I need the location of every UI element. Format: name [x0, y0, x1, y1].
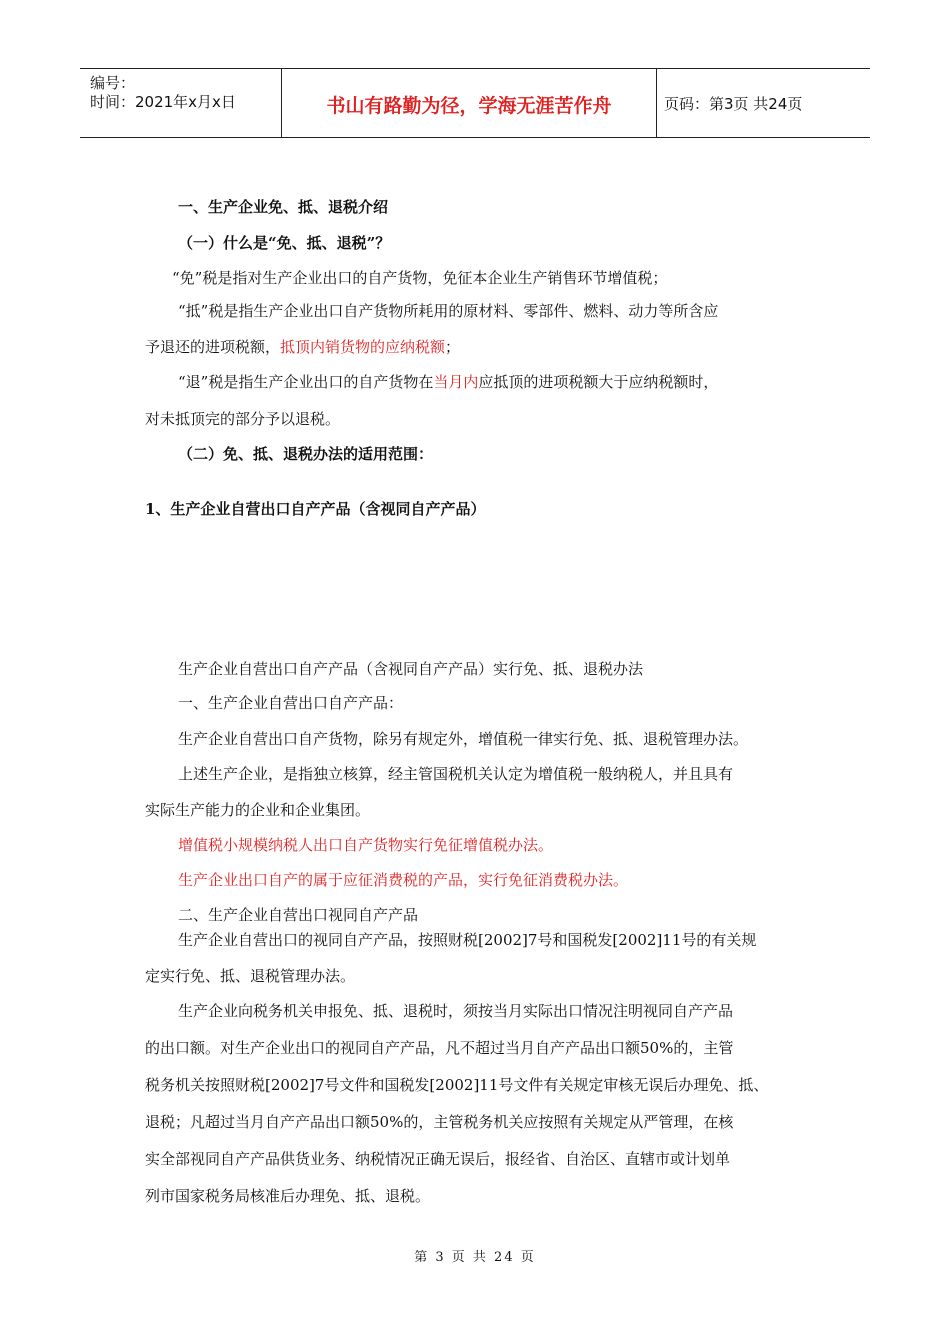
- subsection-heading-2: （二）免、抵、退税办法的适用范围：: [178, 445, 434, 463]
- definition-tui-highlight: 当月内: [433, 373, 479, 391]
- page-header: [80, 68, 870, 138]
- header-motto: 书山有路勤为径，学海无涯苦作舟: [326, 95, 612, 117]
- highlight-note-1: 增值税小规模纳税人出口自产货物实行免征增值税办法。: [178, 836, 554, 854]
- header-right-cell: [656, 69, 870, 137]
- part2-line2: 定实行免、抵、退税管理办法。: [145, 967, 356, 985]
- header-middle-cell: [281, 69, 657, 137]
- part2-heading: 二、生产企业自营出口视同自产产品: [178, 906, 419, 924]
- header-page-info: 页码：第3页 共24页: [664, 95, 803, 113]
- part1-definition-line2: 实际生产能力的企业和企业集团。: [145, 801, 371, 819]
- definition-tui-line1: [178, 372, 718, 392]
- document-time-label: 时间：2021年x月x日: [90, 93, 236, 111]
- highlight-note-2: 生产企业出口自产的属于应征消费税的产品，实行免征消费税办法。: [178, 871, 629, 889]
- definition-mian: “免”税是指对生产企业出口的自产货物，免征本企业生产销售环节增值税；: [172, 269, 668, 287]
- part2-line1: 生产企业自营出口的视同自产产品，按照财税[2002]7号和国税发[2002]11号的有关规: [178, 931, 757, 949]
- header-left-cell: [80, 69, 280, 137]
- definition-di-line1: “抵”税是指生产企业出口自产货物所耗用的原材料、零部件、燃料、动力等所含应: [178, 302, 719, 320]
- definition-di-end: ；: [445, 338, 461, 356]
- section-heading: 一、生产企业免、抵、退税介绍: [178, 198, 389, 216]
- part1-definition-line1: 上述生产企业，是指独立核算，经主管国税机关认定为增值税一般纳税人，并且具有: [178, 765, 734, 783]
- subsection-heading: （一）什么是“免、抵、退税”？: [178, 234, 391, 252]
- part2-para-line6: 列市国家税务局核准后办理免、抵、退税。: [145, 1187, 431, 1205]
- definition-tui-text2: 应抵顶的进项税额大于应纳税额时，: [478, 373, 719, 391]
- part1-heading: 一、生产企业自营出口自产产品：: [178, 694, 404, 712]
- part1-text: 生产企业自营出口自产货物，除另有规定外，增值税一律实行免、抵、退税管理办法。: [178, 730, 749, 748]
- part2-para-line1: 生产企业向税务机关申报免、抵、退税时，须按当月实际出口情况注明视同自产产品: [178, 1002, 734, 1020]
- document-number-label: 编号：: [90, 74, 136, 92]
- part2-para-line4: 退税；凡超过当月自产产品出口额50%的，主管税务机关应按照有关规定从严管理，在核: [145, 1113, 734, 1131]
- definition-di-line2: [145, 337, 460, 357]
- definition-di-text: 予退还的进项税额，: [145, 338, 281, 356]
- definition-di-highlight: 抵顶内销货物的应纳税额: [280, 338, 446, 356]
- definition-tui-text: “退”税是指生产企业出口的自产货物在: [178, 373, 434, 391]
- part2-para-line2: 的出口额。对生产企业出口的视同自产产品，凡不超过当月自产产品出口额50%的，主管: [145, 1039, 734, 1057]
- part2-para-line3: 税务机关按照财税[2002]7号文件和国税发[2002]11号文件有关规定审核无误后办理免、抵、: [145, 1076, 769, 1094]
- list-item-1: 1、生产企业自营出口自产产品（含视同自产产品）: [145, 500, 486, 518]
- part2-para-line5: 实全部视同自产产品供货业务、纳税情况正确无误后，报经省、自治区、直辖市或计划单: [145, 1150, 731, 1168]
- page-footer: 第 3 页 共 24 页: [414, 1250, 536, 1265]
- definition-tui-line2: 对未抵顶完的部分予以退税。: [145, 410, 341, 428]
- paragraph-title: 生产企业自营出口自产产品（含视同自产产品）实行免、抵、退税办法: [178, 660, 644, 678]
